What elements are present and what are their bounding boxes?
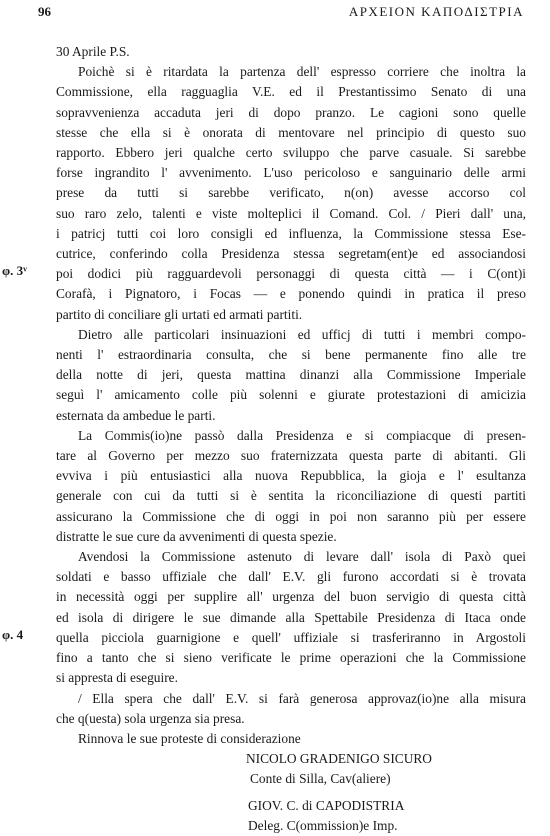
text-line: distratte le sue cure da avvenimenti di questa spezie. (56, 528, 337, 544)
text-line: assicurano la Commissione che di oggi in poi non saranno più per essere (56, 508, 526, 524)
signatory-name: GIOV. C. di CAPODISTRIA (248, 797, 405, 813)
running-head: ΑΡΧΕΙΟΝ ΚΑΠΟΔΙΣΤΡΙΑ (348, 4, 524, 19)
text-line: in necessità oggi per supplire all' urgenza del buon servigio di questa città (56, 589, 526, 605)
text-line: i patricj tutti coi loro consigli ed influenza, la Commissione stessa Ese- (56, 225, 526, 241)
paragraph-3 (56, 426, 526, 547)
paragraph-6 (56, 729, 526, 749)
paragraph-2 (56, 325, 526, 426)
paragraph-5 (56, 689, 526, 729)
text-line: soldati e basso uffiziale che dall' E.V. gli furono accordati si è trovata (56, 569, 526, 585)
text-line: rapporto. Ebbero jeri qualche certo sviluppo che parve casuale. Si sarebbe (56, 145, 526, 161)
text-line: quella picciola guarnigione e quell' uffiziale si trasferiranno in Argostoli (56, 629, 526, 645)
signatory-title: Conte di Silla, Cav(aliere) (250, 771, 391, 787)
text-line: suo raro zelo, talenti e viste molteplici il Comand. Col. / Pieri dall' una, (56, 205, 526, 221)
letter-date: 30 Aprile P.S. (56, 44, 130, 59)
text-line: esternata da ambedue le parti. (56, 407, 216, 423)
text-line: cutrice, conferindo colla Presidenza stessa segretam(ent)e ed associandosi (56, 246, 526, 262)
signature-block-1 (56, 749, 526, 789)
text-line: generale con cui da tutti si è sentita la riconciliazione di questi partiti (56, 488, 526, 504)
signatory-title: Deleg. C(ommission)e Imp. (248, 817, 398, 833)
paragraph-1 (56, 62, 526, 325)
page-number: 96 (38, 4, 51, 19)
margin-note-folio-3v: φ. 3ᵛ (2, 263, 28, 278)
text-line: seguì l' amicamento colle più solenni e giurate protestazioni di amicizia (56, 387, 526, 403)
text-line: La Commis(io)ne passò dalla Presidenza e si compiacque di presen- (78, 427, 526, 443)
text-line: Dietro alle particolari insinuazioni ed ufficj di tutti i membri compo- (78, 326, 526, 342)
text-line: Commissione, ella ragguaglia V.E. ed il Prestantissimo Senato di una (56, 84, 526, 100)
paragraph-4 (56, 547, 526, 688)
text-line: / Ella spera che dall' E.V. si farà generosa approvaz(io)ne alla misura (78, 690, 526, 706)
text-line: poi dodici più ragguardevoli personaggi di questa città — i C(ont)i (56, 266, 526, 282)
letter-body (56, 42, 526, 836)
text-line: Poichè si è ritardata la partenza dell' espresso corriere che inoltra la (78, 64, 526, 80)
signature-block-2 (56, 796, 526, 836)
text-line: che q(uesta) sola urgenza sia presa. (56, 710, 245, 726)
text-line: forse ingrandito l' avvenimento. L'uso pericoloso e sanguinario delle armi (56, 165, 526, 181)
text-line: partito di conciliare gli urtati ed armati partiti. (56, 306, 303, 322)
text-line: si appresta di eseguire. (56, 670, 178, 686)
text-line: Rinnova le sue proteste di considerazione (78, 730, 301, 746)
text-line: sopravvenienza accaduta jeri di dopo pranzo. Le cagioni sono quelle (56, 104, 526, 120)
text-line: della notte di jeri, questa mattina dinanzi alla Commissione Imperiale (56, 367, 526, 383)
signatory-name: NICOLO GRADENIGO SICURO (246, 751, 432, 767)
margin-note-folio-4: φ. 4 (2, 627, 24, 642)
text-line: Corafà, i Pignatoro, i Focas — e ponendo quindi in pratica il preso (56, 286, 526, 302)
text-line: nenti l' estraordinaria consulta, che si bene permanente fino alle tre (56, 347, 526, 363)
text-line: prese da tutti si sarebbe verificato, n(on) avesse accorso col (56, 185, 526, 201)
text-line: tare al Governo per mezzo suo fraternizzata questa parte di abitanti. Gli (56, 448, 526, 464)
page-header (0, 4, 550, 24)
text-line: fino a tanto che si sieno verificate le prime operazioni che la Commissione (56, 650, 526, 666)
text-line: ed isola di dirigere le sue dimande alla Spettabile Presidenza di Itaca onde (56, 609, 526, 625)
text-line: Avendosi la Commissione astenuto di levare dall' isola di Paxò quei (78, 549, 526, 565)
text-line: evviva i più entusiastici alla nuova Repubblica, la gioja e l' esultanza (56, 468, 526, 484)
text-line: stesse che ella si è onorata di mentovare nel principio di questo suo (56, 124, 526, 140)
